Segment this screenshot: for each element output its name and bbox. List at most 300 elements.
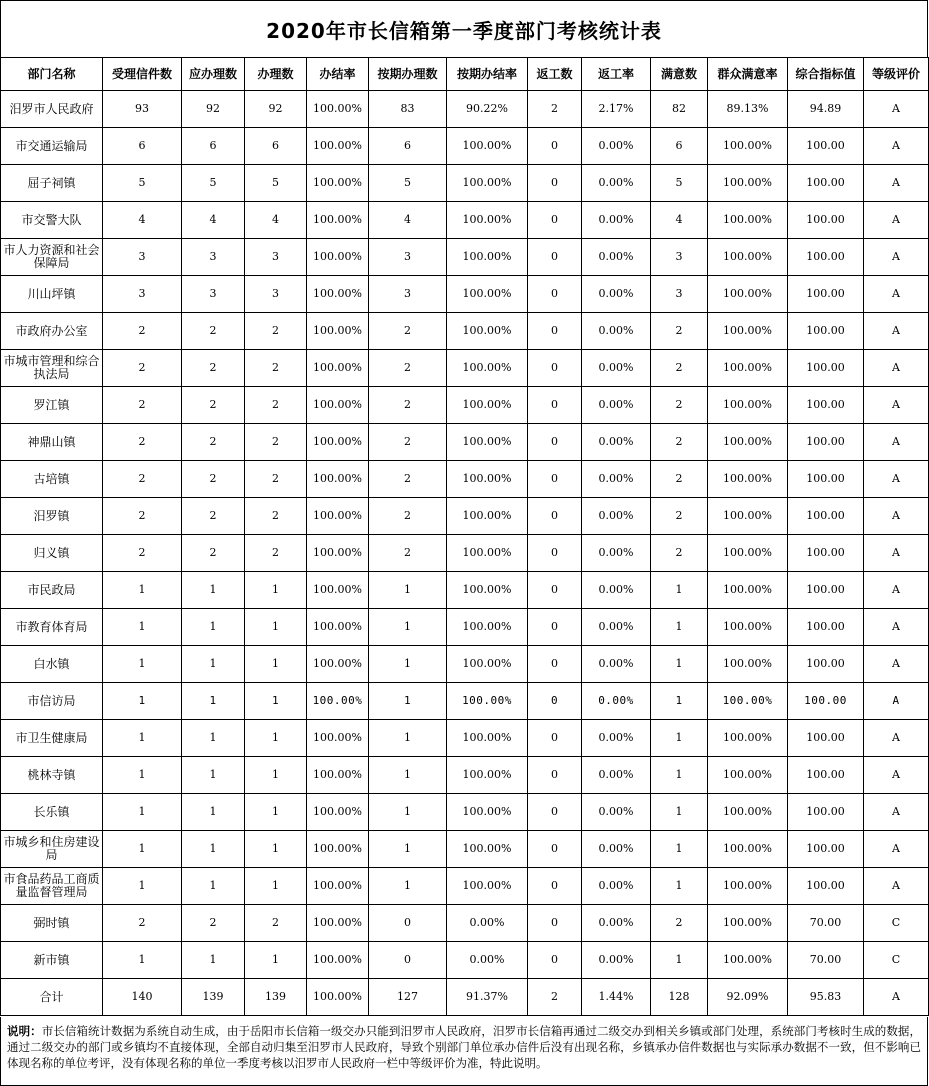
should-handle-count-cell: 1: [182, 609, 245, 646]
satisfied-count-cell: 2: [651, 535, 708, 572]
on-time-rate-cell: 100.00%: [447, 609, 528, 646]
handled-count-cell: 6: [245, 128, 307, 165]
total-row: [1, 979, 929, 1016]
on-time-count-cell: 3: [369, 239, 447, 276]
satisfied-count-cell: 6: [651, 128, 708, 165]
rework-count-cell: 2: [528, 91, 582, 128]
rework-count-cell: 0: [528, 313, 582, 350]
rework-count-cell: 0: [528, 128, 582, 165]
should-handle-count-cell: 2: [182, 461, 245, 498]
on-time-count-cell: 1: [369, 609, 447, 646]
grade-cell: A: [864, 794, 929, 831]
handled-count-cell: 2: [245, 350, 307, 387]
satisfied-count-cell: 1: [651, 757, 708, 794]
composite-index-cell: 100.00: [788, 831, 864, 868]
should-handle-count-cell: 92: [182, 91, 245, 128]
on-time-count-cell: 0: [369, 905, 447, 942]
table-row: [1, 831, 929, 868]
handled-count-cell: 139: [245, 979, 307, 1016]
department-name-cell: 市信访局: [1, 683, 103, 720]
table-row: [1, 276, 929, 313]
department-name-cell: 合计: [1, 979, 103, 1016]
rework-rate-cell: 0.00%: [582, 868, 651, 905]
satisfied-count-cell: 2: [651, 424, 708, 461]
satisfaction-rate-cell: 100.00%: [708, 165, 788, 202]
col-header-on-time-count: 按期办理数: [369, 58, 447, 91]
grade-cell: A: [864, 424, 929, 461]
composite-index-cell: 100.00: [788, 276, 864, 313]
satisfied-count-cell: 2: [651, 387, 708, 424]
received-count-cell: 1: [103, 794, 182, 831]
rework-count-cell: 0: [528, 609, 582, 646]
rework-rate-cell: 0.00%: [582, 387, 651, 424]
col-header-grade: 等级评价: [864, 58, 929, 91]
rework-rate-cell: 0.00%: [582, 942, 651, 979]
rework-rate-cell: 2.17%: [582, 91, 651, 128]
satisfied-count-cell: 3: [651, 239, 708, 276]
rework-rate-cell: 0.00%: [582, 165, 651, 202]
department-name-cell: 市城乡和住房建设局: [1, 831, 103, 868]
satisfaction-rate-cell: 100.00%: [708, 609, 788, 646]
should-handle-count-cell: 2: [182, 535, 245, 572]
composite-index-cell: 100.00: [788, 646, 864, 683]
should-handle-count-cell: 1: [182, 683, 245, 720]
completion-rate-cell: 100.00%: [307, 905, 369, 942]
handled-count-cell: 2: [245, 461, 307, 498]
col-header-received: 受理信件数: [103, 58, 182, 91]
table-row: [1, 905, 929, 942]
table-row: [1, 794, 929, 831]
on-time-rate-cell: 100.00%: [447, 572, 528, 609]
should-handle-count-cell: 2: [182, 350, 245, 387]
department-name-cell: 新市镇: [1, 942, 103, 979]
on-time-count-cell: 1: [369, 794, 447, 831]
satisfaction-rate-cell: 100.00%: [708, 424, 788, 461]
should-handle-count-cell: 4: [182, 202, 245, 239]
handled-count-cell: 92: [245, 91, 307, 128]
col-header-on-time-rate: 按期办结率: [447, 58, 528, 91]
received-count-cell: 1: [103, 831, 182, 868]
should-handle-count-cell: 5: [182, 165, 245, 202]
satisfaction-rate-cell: 100.00%: [708, 868, 788, 905]
grade-cell: A: [864, 313, 929, 350]
on-time-count-cell: 4: [369, 202, 447, 239]
table-row: [1, 757, 929, 794]
completion-rate-cell: 100.00%: [307, 720, 369, 757]
col-header-rework-rate: 返工率: [582, 58, 651, 91]
table-row: [1, 350, 929, 387]
completion-rate-cell: 100.00%: [307, 942, 369, 979]
should-handle-count-cell: 2: [182, 498, 245, 535]
composite-index-cell: 100.00: [788, 461, 864, 498]
satisfaction-rate-cell: 100.00%: [708, 350, 788, 387]
completion-rate-cell: 100.00%: [307, 461, 369, 498]
received-count-cell: 1: [103, 757, 182, 794]
on-time-count-cell: 2: [369, 424, 447, 461]
grade-cell: A: [864, 165, 929, 202]
received-count-cell: 2: [103, 498, 182, 535]
grade-cell: C: [864, 905, 929, 942]
on-time-rate-cell: 100.00%: [447, 387, 528, 424]
rework-count-cell: 0: [528, 239, 582, 276]
received-count-cell: 2: [103, 461, 182, 498]
received-count-cell: 2: [103, 905, 182, 942]
table-row: [1, 572, 929, 609]
completion-rate-cell: 100.00%: [307, 387, 369, 424]
table-row: [1, 683, 929, 720]
rework-rate-cell: 0.00%: [582, 128, 651, 165]
rework-count-cell: 0: [528, 498, 582, 535]
handled-count-cell: 2: [245, 905, 307, 942]
handled-count-cell: 1: [245, 572, 307, 609]
handled-count-cell: 2: [245, 498, 307, 535]
received-count-cell: 5: [103, 165, 182, 202]
on-time-count-cell: 6: [369, 128, 447, 165]
col-header-department: 部门名称: [1, 58, 103, 91]
table-row: [1, 239, 929, 276]
grade-cell: A: [864, 979, 929, 1016]
department-name-cell: 市交通运输局: [1, 128, 103, 165]
should-handle-count-cell: 6: [182, 128, 245, 165]
department-name-cell: 市食品药品工商质量监督管理局: [1, 868, 103, 905]
completion-rate-cell: 100.00%: [307, 165, 369, 202]
satisfaction-rate-cell: 89.13%: [708, 91, 788, 128]
composite-index-cell: 100.00: [788, 350, 864, 387]
received-count-cell: 3: [103, 239, 182, 276]
on-time-count-cell: 2: [369, 313, 447, 350]
rework-count-cell: 0: [528, 868, 582, 905]
satisfied-count-cell: 5: [651, 165, 708, 202]
received-count-cell: 2: [103, 313, 182, 350]
table-row: [1, 720, 929, 757]
composite-index-cell: 94.89: [788, 91, 864, 128]
handled-count-cell: 1: [245, 646, 307, 683]
completion-rate-cell: 100.00%: [307, 350, 369, 387]
on-time-count-cell: 3: [369, 276, 447, 313]
completion-rate-cell: 100.00%: [307, 128, 369, 165]
table-row: [1, 868, 929, 905]
header-row: [1, 58, 929, 91]
col-header-satisfied-count: 满意数: [651, 58, 708, 91]
composite-index-cell: 100.00: [788, 572, 864, 609]
on-time-rate-cell: 100.00%: [447, 128, 528, 165]
composite-index-cell: 100.00: [788, 313, 864, 350]
handled-count-cell: 3: [245, 239, 307, 276]
rework-rate-cell: 0.00%: [582, 202, 651, 239]
completion-rate-cell: 100.00%: [307, 424, 369, 461]
on-time-rate-cell: 100.00%: [447, 424, 528, 461]
grade-cell: A: [864, 646, 929, 683]
rework-count-cell: 0: [528, 646, 582, 683]
completion-rate-cell: 100.00%: [307, 498, 369, 535]
rework-count-cell: 0: [528, 757, 582, 794]
satisfaction-rate-cell: 100.00%: [708, 683, 788, 720]
handled-count-cell: 2: [245, 387, 307, 424]
grade-cell: A: [864, 572, 929, 609]
satisfaction-rate-cell: 100.00%: [708, 720, 788, 757]
handled-count-cell: 1: [245, 609, 307, 646]
composite-index-cell: 100.00: [788, 387, 864, 424]
rework-rate-cell: 0.00%: [582, 720, 651, 757]
on-time-rate-cell: 100.00%: [447, 683, 528, 720]
on-time-rate-cell: 100.00%: [447, 868, 528, 905]
satisfied-count-cell: 1: [651, 868, 708, 905]
handled-count-cell: 1: [245, 868, 307, 905]
satisfied-count-cell: 82: [651, 91, 708, 128]
on-time-count-cell: 0: [369, 942, 447, 979]
handled-count-cell: 3: [245, 276, 307, 313]
rework-rate-cell: 0.00%: [582, 350, 651, 387]
should-handle-count-cell: 1: [182, 646, 245, 683]
composite-index-cell: 100.00: [788, 498, 864, 535]
handled-count-cell: 1: [245, 831, 307, 868]
satisfaction-rate-cell: 100.00%: [708, 535, 788, 572]
on-time-rate-cell: 100.00%: [447, 757, 528, 794]
department-name-cell: 桃林寺镇: [1, 757, 103, 794]
composite-index-cell: 100.00: [788, 683, 864, 720]
composite-index-cell: 100.00: [788, 794, 864, 831]
table-row: [1, 128, 929, 165]
rework-rate-cell: 0.00%: [582, 646, 651, 683]
on-time-rate-cell: 100.00%: [447, 276, 528, 313]
department-name-cell: 罗江镇: [1, 387, 103, 424]
department-name-cell: 神鼎山镇: [1, 424, 103, 461]
composite-index-cell: 100.00: [788, 202, 864, 239]
rework-count-cell: 0: [528, 387, 582, 424]
on-time-count-cell: 1: [369, 720, 447, 757]
handled-count-cell: 1: [245, 683, 307, 720]
grade-cell: A: [864, 91, 929, 128]
satisfaction-rate-cell: 100.00%: [708, 461, 788, 498]
on-time-count-cell: 2: [369, 535, 447, 572]
satisfaction-rate-cell: 100.00%: [708, 831, 788, 868]
composite-index-cell: 100.00: [788, 424, 864, 461]
on-time-rate-cell: 100.00%: [447, 313, 528, 350]
grade-cell: A: [864, 350, 929, 387]
completion-rate-cell: 100.00%: [307, 276, 369, 313]
grade-cell: A: [864, 609, 929, 646]
satisfaction-rate-cell: 100.00%: [708, 313, 788, 350]
satisfied-count-cell: 2: [651, 350, 708, 387]
on-time-rate-cell: 100.00%: [447, 239, 528, 276]
grade-cell: A: [864, 387, 929, 424]
completion-rate-cell: 100.00%: [307, 831, 369, 868]
handled-count-cell: 2: [245, 424, 307, 461]
completion-rate-cell: 100.00%: [307, 572, 369, 609]
rework-count-cell: 0: [528, 202, 582, 239]
grade-cell: A: [864, 757, 929, 794]
table-row: [1, 646, 929, 683]
should-handle-count-cell: 2: [182, 313, 245, 350]
completion-rate-cell: 100.00%: [307, 239, 369, 276]
satisfaction-rate-cell: 100.00%: [708, 572, 788, 609]
handled-count-cell: 1: [245, 942, 307, 979]
should-handle-count-cell: 3: [182, 239, 245, 276]
handled-count-cell: 1: [245, 720, 307, 757]
statistics-table: [0, 57, 929, 1016]
should-handle-count-cell: 1: [182, 831, 245, 868]
completion-rate-cell: 100.00%: [307, 609, 369, 646]
rework-rate-cell: 0.00%: [582, 424, 651, 461]
should-handle-count-cell: 139: [182, 979, 245, 1016]
should-handle-count-cell: 2: [182, 424, 245, 461]
title-bar: [0, 0, 928, 57]
completion-rate-cell: 100.00%: [307, 757, 369, 794]
handled-count-cell: 2: [245, 313, 307, 350]
received-count-cell: 1: [103, 646, 182, 683]
received-count-cell: 1: [103, 683, 182, 720]
on-time-rate-cell: 100.00%: [447, 794, 528, 831]
satisfaction-rate-cell: 100.00%: [708, 128, 788, 165]
satisfaction-rate-cell: 100.00%: [708, 276, 788, 313]
received-count-cell: 1: [103, 609, 182, 646]
received-count-cell: 2: [103, 424, 182, 461]
rework-count-cell: 0: [528, 165, 582, 202]
received-count-cell: 6: [103, 128, 182, 165]
should-handle-count-cell: 1: [182, 572, 245, 609]
received-count-cell: 1: [103, 942, 182, 979]
satisfaction-rate-cell: 100.00%: [708, 942, 788, 979]
on-time-count-cell: 1: [369, 572, 447, 609]
on-time-count-cell: 2: [369, 387, 447, 424]
received-count-cell: 1: [103, 868, 182, 905]
received-count-cell: 2: [103, 387, 182, 424]
table-row: [1, 165, 929, 202]
received-count-cell: 1: [103, 720, 182, 757]
on-time-rate-cell: 100.00%: [447, 165, 528, 202]
received-count-cell: 93: [103, 91, 182, 128]
satisfaction-rate-cell: 100.00%: [708, 794, 788, 831]
grade-cell: A: [864, 461, 929, 498]
satisfied-count-cell: 1: [651, 794, 708, 831]
rework-count-cell: 0: [528, 424, 582, 461]
received-count-cell: 2: [103, 350, 182, 387]
department-name-cell: 归义镇: [1, 535, 103, 572]
satisfied-count-cell: 1: [651, 942, 708, 979]
col-header-satisfaction-rate: 群众满意率: [708, 58, 788, 91]
table-body: [1, 91, 929, 1016]
col-header-completion-rate: 办结率: [307, 58, 369, 91]
satisfied-count-cell: 1: [651, 646, 708, 683]
satisfied-count-cell: 2: [651, 905, 708, 942]
note-text: 市长信箱统计数据为系统自动生成，由于岳阳市长信箱一级交办只能到汨罗市人民政府，汨罗市长信箱再通过二级交办到相关乡镇或部门处理，系统部门考核时生成的数据，通过二级交办的部门或乡镇均不直接体现，全部自动归集至汨罗市人民政府，导致个别部门单位承办信件后没有出现名称，乡镇承办信件数据也与实际承办数据不一致，但不影响已体现名称的单位考评，没有体现名称的单位一季度考核以汨罗市人民政府一栏中等级评价为准，特此说明。: [7, 1024, 921, 1070]
on-time-count-cell: 2: [369, 498, 447, 535]
table-row: [1, 387, 929, 424]
satisfied-count-cell: 2: [651, 313, 708, 350]
satisfied-count-cell: 1: [651, 683, 708, 720]
table-row: [1, 498, 929, 535]
completion-rate-cell: 100.00%: [307, 91, 369, 128]
received-count-cell: 1: [103, 572, 182, 609]
handled-count-cell: 1: [245, 757, 307, 794]
rework-rate-cell: 0.00%: [582, 794, 651, 831]
on-time-rate-cell: 100.00%: [447, 498, 528, 535]
rework-rate-cell: 0.00%: [582, 461, 651, 498]
report-title: 2020年市长信箱第一季度部门考核统计表: [266, 18, 662, 43]
department-name-cell: 市交警大队: [1, 202, 103, 239]
satisfaction-rate-cell: 100.00%: [708, 239, 788, 276]
satisfaction-rate-cell: 100.00%: [708, 757, 788, 794]
department-name-cell: 市人力资源和社会保障局: [1, 239, 103, 276]
rework-count-cell: 0: [528, 905, 582, 942]
completion-rate-cell: 100.00%: [307, 202, 369, 239]
on-time-rate-cell: 90.22%: [447, 91, 528, 128]
col-header-handled: 办理数: [245, 58, 307, 91]
composite-index-cell: 100.00: [788, 128, 864, 165]
completion-rate-cell: 100.00%: [307, 979, 369, 1016]
rework-rate-cell: 0.00%: [582, 757, 651, 794]
table-row: [1, 609, 929, 646]
composite-index-cell: 100.00: [788, 720, 864, 757]
composite-index-cell: 100.00: [788, 868, 864, 905]
rework-count-cell: 0: [528, 720, 582, 757]
composite-index-cell: 95.83: [788, 979, 864, 1016]
on-time-rate-cell: 100.00%: [447, 202, 528, 239]
department-name-cell: 市教育体育局: [1, 609, 103, 646]
on-time-count-cell: 83: [369, 91, 447, 128]
rework-rate-cell: 0.00%: [582, 239, 651, 276]
table-row: [1, 942, 929, 979]
explanatory-note: [0, 1017, 928, 1086]
table-row: [1, 202, 929, 239]
satisfaction-rate-cell: 100.00%: [708, 905, 788, 942]
should-handle-count-cell: 1: [182, 720, 245, 757]
rework-rate-cell: 0.00%: [582, 683, 651, 720]
completion-rate-cell: 100.00%: [307, 646, 369, 683]
grade-cell: A: [864, 239, 929, 276]
received-count-cell: 4: [103, 202, 182, 239]
rework-count-cell: 0: [528, 942, 582, 979]
satisfied-count-cell: 4: [651, 202, 708, 239]
satisfaction-rate-cell: 100.00%: [708, 646, 788, 683]
on-time-count-cell: 2: [369, 461, 447, 498]
composite-index-cell: 100.00: [788, 757, 864, 794]
composite-index-cell: 70.00: [788, 905, 864, 942]
satisfied-count-cell: 1: [651, 831, 708, 868]
received-count-cell: 2: [103, 535, 182, 572]
grade-cell: C: [864, 942, 929, 979]
rework-rate-cell: 0.00%: [582, 831, 651, 868]
completion-rate-cell: 100.00%: [307, 683, 369, 720]
grade-cell: A: [864, 720, 929, 757]
rework-count-cell: 0: [528, 276, 582, 313]
handled-count-cell: 2: [245, 535, 307, 572]
satisfied-count-cell: 1: [651, 720, 708, 757]
rework-count-cell: 0: [528, 794, 582, 831]
satisfied-count-cell: 1: [651, 572, 708, 609]
rework-rate-cell: 1.44%: [582, 979, 651, 1016]
rework-count-cell: 0: [528, 831, 582, 868]
department-name-cell: 汨罗市人民政府: [1, 91, 103, 128]
rework-rate-cell: 0.00%: [582, 572, 651, 609]
on-time-rate-cell: 100.00%: [447, 461, 528, 498]
table-row: [1, 424, 929, 461]
should-handle-count-cell: 2: [182, 905, 245, 942]
on-time-count-cell: 5: [369, 165, 447, 202]
col-header-rework-count: 返工数: [528, 58, 582, 91]
satisfaction-rate-cell: 92.09%: [708, 979, 788, 1016]
completion-rate-cell: 100.00%: [307, 313, 369, 350]
rework-rate-cell: 0.00%: [582, 276, 651, 313]
satisfied-count-cell: 3: [651, 276, 708, 313]
department-name-cell: 市城市管理和综合执法局: [1, 350, 103, 387]
should-handle-count-cell: 1: [182, 794, 245, 831]
composite-index-cell: 100.00: [788, 165, 864, 202]
on-time-count-cell: 2: [369, 350, 447, 387]
should-handle-count-cell: 1: [182, 868, 245, 905]
on-time-rate-cell: 100.00%: [447, 646, 528, 683]
on-time-count-cell: 1: [369, 868, 447, 905]
